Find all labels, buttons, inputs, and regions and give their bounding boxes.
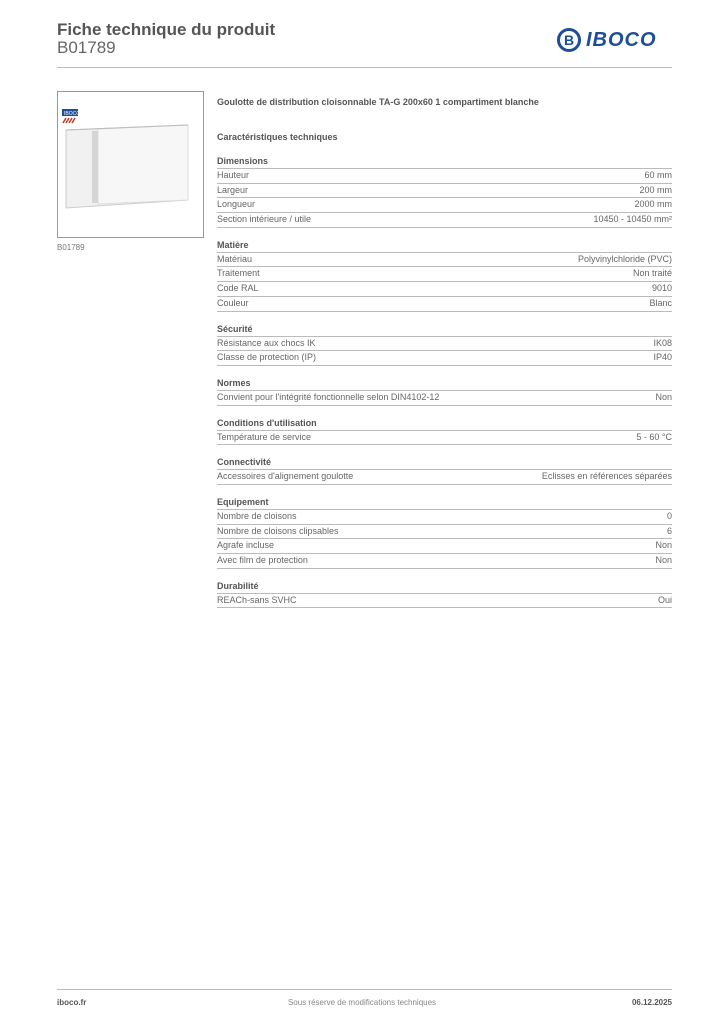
spec-value: Polyvinylchloride (PVC): [577, 253, 672, 264]
product-name: Goulotte de distribution cloisonnable TA-G 200x60 1 compartiment blanche: [217, 97, 539, 107]
product-image: [57, 91, 204, 238]
spec-value: IK08: [653, 337, 672, 348]
spec-value: Non: [655, 540, 672, 551]
spec-section: [217, 580, 672, 609]
spec-sheet: [217, 95, 672, 608]
spec-label: REACh-sans SVHC: [217, 594, 297, 605]
footer-site-link[interactable]: iboco.fr: [57, 998, 87, 1007]
spec-value: 10450 - 10450 mm²: [593, 214, 672, 225]
spec-label: Classe de protection (IP): [217, 352, 317, 363]
spec-row: [217, 594, 672, 609]
product-code: B01789: [57, 38, 116, 57]
spec-section: [217, 417, 672, 446]
spec-label: Résistance aux chocs IK: [217, 337, 316, 348]
footer-date: 06.12.2025: [631, 998, 672, 1007]
spec-row: [217, 351, 672, 366]
spec-label: Section intérieure / utile: [217, 214, 312, 225]
spec-label: Longueur: [217, 199, 256, 210]
spec-value: Oui: [657, 594, 672, 605]
spec-row: [217, 470, 672, 485]
footer-note: Sous réserve de modifications techniques: [287, 998, 437, 1007]
spec-section: [217, 496, 672, 569]
footer-divider: [57, 989, 672, 990]
page-title: Fiche technique du produit: [57, 20, 276, 39]
logo-text: IBOCO: [586, 28, 657, 51]
spec-row: [217, 337, 672, 352]
spec-label: Température de service: [217, 431, 312, 442]
spec-label: Traitement: [217, 268, 260, 279]
spec-value: 200 mm: [639, 184, 672, 195]
spec-row: [217, 184, 672, 199]
spec-section: [217, 323, 672, 366]
spec-value: 6: [666, 525, 672, 536]
cable-duct-illustration: [58, 92, 204, 238]
image-caption: B01789: [57, 243, 85, 252]
spec-value: Eclisses en références séparées: [541, 471, 672, 482]
section-title: Matière: [217, 239, 672, 253]
header-divider: [57, 67, 672, 68]
spec-value: 60 mm: [644, 170, 672, 180]
section-title: Sécurité: [217, 323, 672, 337]
spec-label: Matériau: [217, 253, 253, 264]
spec-row: [217, 539, 672, 554]
section-title: Equipement: [217, 496, 672, 510]
spec-row: [217, 510, 672, 525]
spec-section: [217, 155, 672, 228]
spec-label: Hauteur: [217, 170, 250, 180]
spec-value: Non: [655, 555, 672, 565]
spec-value: 2000 mm: [634, 199, 672, 210]
spec-row: [217, 198, 672, 213]
svg-text:IBOCO: IBOCO: [64, 111, 81, 117]
spec-label: Convient pour l'intégrité fonctionnelle selon DIN4102-12: [217, 391, 440, 402]
spec-value: IP40: [653, 352, 672, 363]
spec-row: [217, 525, 672, 540]
section-title: Conditions d'utilisation: [217, 417, 672, 431]
spec-label: Largeur: [217, 184, 249, 195]
spec-row: [217, 253, 672, 268]
spec-label: Nombre de cloisons: [217, 510, 297, 521]
spec-label: Code RAL: [217, 283, 259, 294]
spec-row: [217, 297, 672, 312]
spec-section: [217, 239, 672, 312]
spec-row: [217, 554, 672, 569]
section-title: Dimensions: [217, 155, 672, 169]
spec-row: [217, 391, 672, 406]
spec-row: [217, 282, 672, 297]
spec-label: Accessoires d'alignement goulotte: [217, 471, 354, 482]
spec-row: [217, 169, 672, 184]
spec-row: [217, 267, 672, 282]
spec-value: Non traité: [632, 268, 672, 279]
spec-label: Couleur: [217, 297, 249, 308]
spec-label: Nombre de cloisons clipsables: [217, 525, 339, 536]
spec-value: Blanc: [649, 297, 672, 308]
specs-heading: Caractéristiques techniques: [217, 132, 338, 142]
spec-row: [217, 431, 672, 446]
spec-value: 0: [666, 510, 672, 521]
section-title: Connectivité: [217, 456, 672, 470]
spec-section: [217, 456, 672, 485]
iboco-logo: [557, 28, 657, 52]
spec-row: [217, 213, 672, 228]
logo-mark-icon: B: [557, 28, 581, 52]
spec-value: 5 - 60 °C: [636, 431, 672, 442]
spec-value: 9010: [651, 283, 672, 294]
spec-label: Agrafe incluse: [217, 540, 275, 551]
section-title: Normes: [217, 377, 672, 391]
spec-value: Non: [655, 391, 672, 402]
spec-section: [217, 377, 672, 406]
spec-label: Avec film de protection: [217, 555, 308, 565]
section-title: Durabilité: [217, 580, 672, 594]
